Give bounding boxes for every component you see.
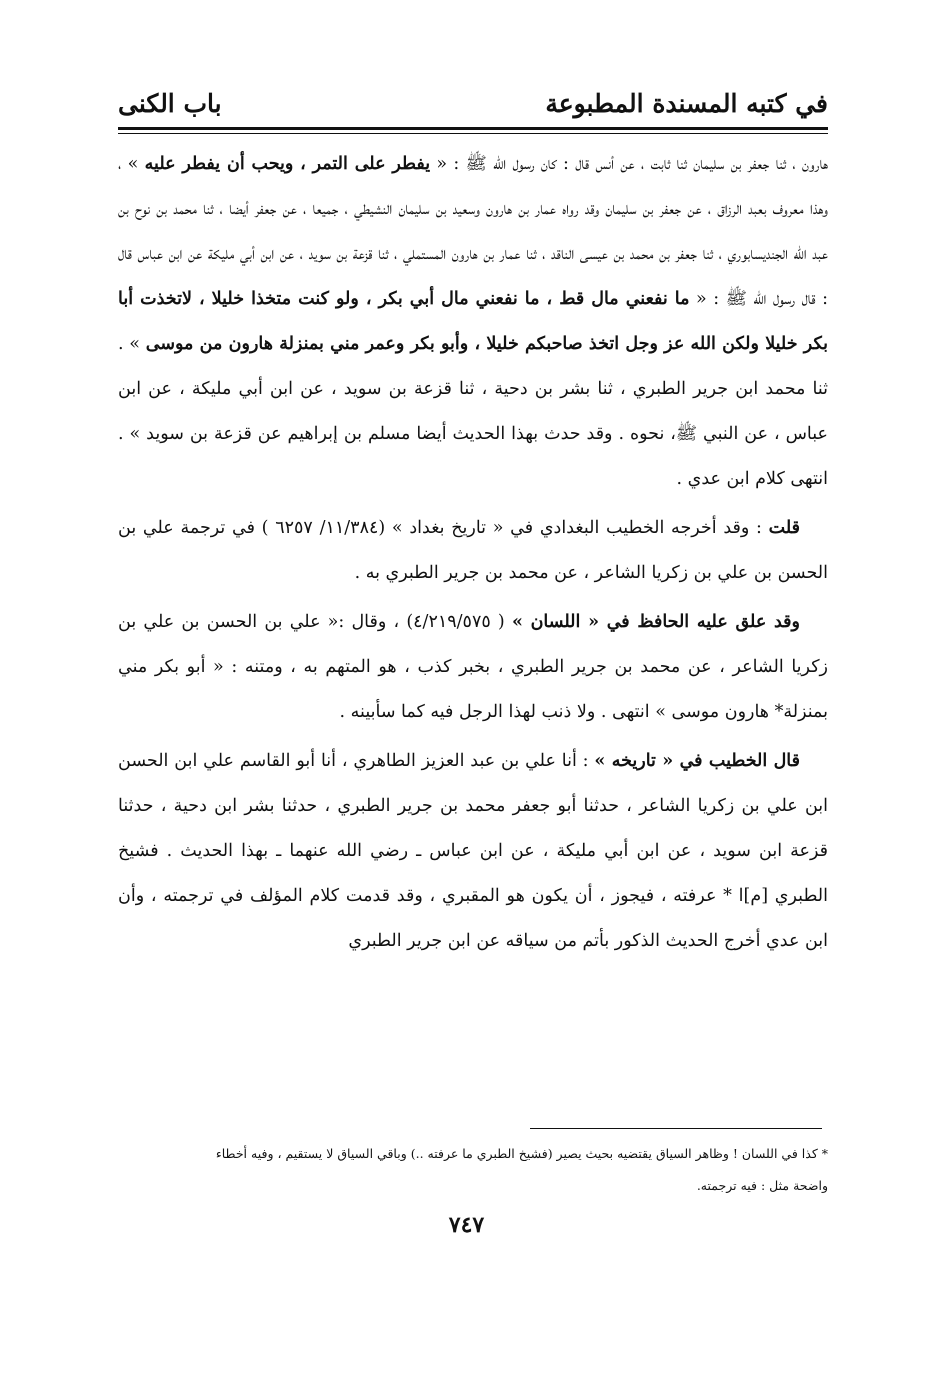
paragraph xyxy=(118,739,828,964)
paragraph-lead: قال الخطيب في « تاريخه » xyxy=(594,751,800,771)
hadith-text: ما نفعني مال قط ، ما نفعني مال أبي بكر ، ولو كنت متخذا خليلا ، لاتخذت أبا بكر خليلا ولكن الله عز وجل اتخذ صاحبكم خليلا ، وأبو بكر وعمر مني بمنزلة هارون من موسى xyxy=(118,289,828,354)
paragraph xyxy=(118,600,828,735)
body-text xyxy=(118,142,828,964)
running-title: في كتبه المسندة المطبوعة xyxy=(545,89,828,118)
footnote-line: واضحة مثل : فيه ترجمته. xyxy=(696,1178,828,1193)
text-run: : أنا علي بن عبد العزيز الطاهري ، أنا أبو القاسم علي ابن الحسن ابن علي بن زكريا الشاعر ، حدثنا أبو جعفر محمد بن جرير الطبري ، حدثنا بشر ابن دحية ، حدثنا قزعة ابن سويد ، عن ابن أبي مليكة ، عن ابن عباس ـ رضي الله عنهما ـ بهذا الحديث . فشيخ الطبري [م]ا * عرفته ، فيجوز ، أن يكون هو المقبري ، وقد قدمت كلام المؤلف في ترجمته ، وأن ابن عدي أخرج الحديث الذكور بأتم من سياقه عن ابن جرير الطبري xyxy=(118,751,828,951)
chapter-title: باب الكنى xyxy=(118,89,222,118)
footnote-rule xyxy=(530,1128,822,1129)
page-number: ٧٤٧ xyxy=(448,1212,485,1238)
paragraph xyxy=(118,506,828,596)
footnote-line: * كذا في اللسان ! وظاهر السياق يقتضيه بحيث يصير (فشيخ الطبري ما عرفته ..) وباقي السياق لا يستقيم ، وفيه أخطاء xyxy=(215,1146,828,1161)
text-run: » . ثنا محمد ابن جرير الطبري ، ثنا بشر بن دحية ، ثنا قزعة بن سويد ، عن ابن أبي مليكة ، عن ابن عباس ، عن النبي ﷺ، نحوه . وقد حدث بهذا الحديث أيضا مسلم بن إبراهيم عن قزعة بن سويد » . انتهى كلام ابن عدي . xyxy=(118,334,828,489)
text-run: » ، وهذا معروف بعبد الرزاق ، عن جعفر بن سليمان وقد رواه عمار بن هارون وسعيد بن سليمان النشيطي ، جميعا ، عن جعفر أيضا ، ثنا محمد بن نوح بن عبد الله الجنديسابوري ، ثنا جعفر بن محمد بن عيسى الناقد ، ثنا عمار بن هارون المستملي ، ثنا قزعة بن سويد ، عن ابن أبي مليكة عن ابن عباس قال : قال رسول الله ﷺ : « xyxy=(118,154,828,309)
paragraph-lead: قلت xyxy=(768,518,800,538)
paragraph xyxy=(118,142,828,502)
footnote xyxy=(118,1138,828,1202)
header-rule-thin xyxy=(118,133,828,134)
hadith-text: يفطر على التمر ، ويحب أن يفطر عليه xyxy=(144,154,431,174)
text-run: هارون ، ثنا جعفر بن سليمان ثنا ثابت ، عن أنس قال : كان رسول الله ﷺ : « xyxy=(430,154,829,174)
text-run: ( ٤/٢١٩/٥٧٥) ، وقال :« علي بن الحسن بن علي بن زكريا الشاعر ، عن محمد بن جرير الطبري ، بخبر كذب ، هو المتهم به ، ومتنه : « أبو بكر مني بمنزلة* هارون موسى » انتهى . ولا ذنب لهذا الرجل فيه كما سأبينه . xyxy=(118,612,828,722)
running-head xyxy=(118,84,828,124)
text-run: : وقد أخرجه الخطيب البغدادي في « تاريخ بغداد » (١١/٣٨٤/ ٦٢٥٧ ) في ترجمة علي بن الحسن بن علي بن زكريا الشاعر ، عن محمد بن جرير الطبري به . xyxy=(118,518,828,583)
header-rule xyxy=(118,127,828,130)
paragraph-lead: وقد علق عليه الحافظ في « اللسان » xyxy=(511,612,801,632)
